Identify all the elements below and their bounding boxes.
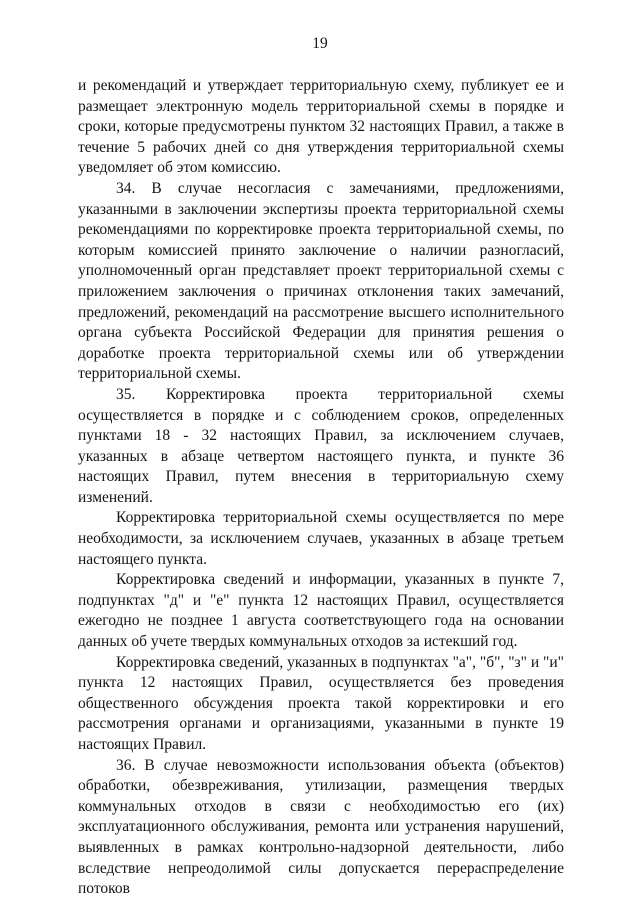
paragraph-annual-correction: Корректировка сведений и информации, указанных в пункте 7, подпунктах "д" и "е" пункта 12 настоящих Правил, осуществляется ежегодно не позднее 1 августа соответствующего года на основании данных об учете твердых коммунальных отходов за истекший год.	[78, 571, 564, 651]
paragraph-correction-without-discussion: Корректировка сведений, указанных в подпунктах "а", "б", "з" и "и" пункта 12 настоящих Правил, осуществляется без проведения общественного обсуждения проекта такой корректировки и его рассмотрения органами и организациями, указанными в пункте 19 настоящих Правил.	[78, 653, 564, 753]
paragraph-continuation: и рекомендаций и утверждает территориальную схему, публикует ее и размещает электронную модель территориальной схемы в порядке и сроки, которые предусмотрены пунктом 32 настоящих Правил, а также в течение 5 рабочих дней со дня утверждения территориальной схемы уведомляет об этом комиссию.	[78, 77, 564, 177]
paragraph-correction-schedule: Корректировка территориальной схемы осуществляется по мере необходимости, за исключением случаев, указанных в абзаце третьем настоящего пункта.	[78, 509, 564, 568]
document-body	[78, 76, 564, 900]
paragraph-item-34: 34. В случае несогласия с замечаниями, предложениями, указанными в заключении экспертизы проекта территориальной схемы рекомендациями по корректировке проекта территориальной схемы, по которым комиссией принято заключение о наличии разногласий, уполномоченный орган представляет проект территориальной схемы с приложением заключения о причинах отклонения таких замечаний, предложений, рекомендаций на рассмотрение высшего исполнительного органа субъекта Российской Федерации для принятия решения о доработке проекта территориальной схемы или об утверждении территориальной схемы.	[78, 179, 564, 383]
page-number: 19	[312, 35, 328, 52]
paragraph-item-35: 35. Корректировка проекта территориальной схемы осуществляется в порядке и с соблюдением сроков, определенных пунктами 18 - 32 настоящих Правил, за исключением случаев, указанных в абзаце четвертом настоящего пункта, и пункте 36 настоящих Правил, путем внесения в территориальную схему изменений.	[78, 385, 564, 506]
paragraph-item-36: 36. В случае невозможности использования объекта (объектов) обработки, обезвреживания, утилизации, размещения твердых коммунальных отходов в связи с необходимостью его (их) эксплуатационного обслуживания, ремонта или устранения нарушений, выявленных в рамках контрольно-надзорной деятельности, либо вследствие непреодолимой силы допускается перераспределение потоков	[78, 756, 564, 898]
